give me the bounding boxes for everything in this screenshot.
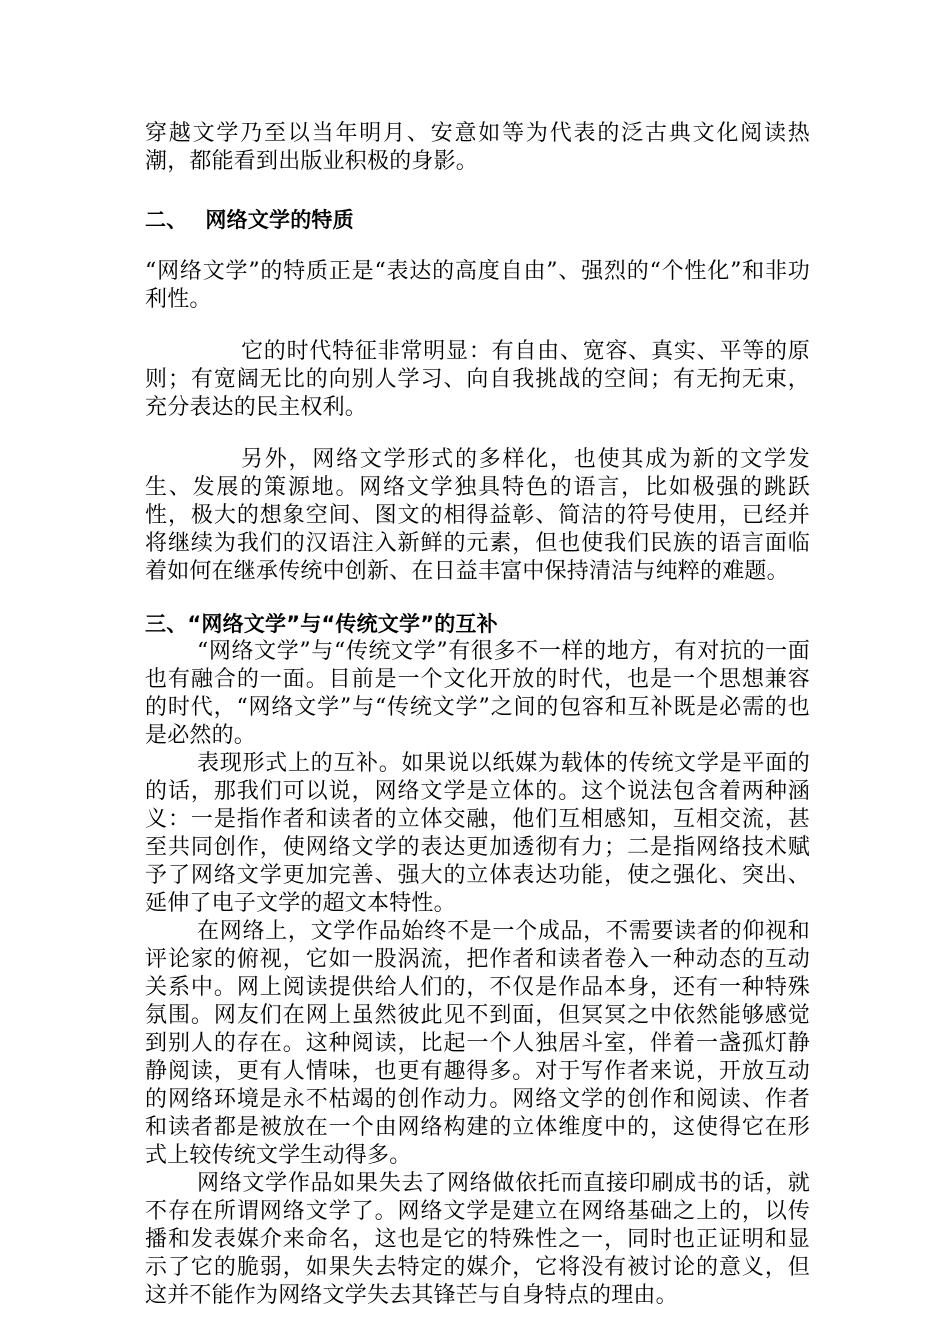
section-3-paragraph-2: 表现形式上的互补。如果说以纸媒为载体的传统文学是平面的的话，那我们可以说，网络文学是立体的。这个说法包含着两种涵义：一是指作者和读者的立体交融，他们互相感知，互相交流，甚至共同创作，使网络文学的表达更加透彻有力；二是指网络技术赋予了网络文学更加完善、强大的立体表达功能，使之强化、突出、延伸了电子文学的超文本特性。: [145, 751, 810, 916]
section-3-paragraph-3: 在网络上，文学作品始终不是一个成品，不需要读者的仰视和评论家的俯视，它如一股涡流，把作者和读者卷入一种动态的互动关系中。网上阅读提供给人们的，不仅是作品本身，还有一种特殊氛围。网友们在网上虽然彼此见不到面，但冥冥之中依然能够感觉到别人的存在。这种阅读，比起一个人独居斗室，伴着一盏孤灯静静阅读，更有人情味，也更有趣得多。对于写作者来说，开放互动的网络环境是永不枯竭的创作动力。网络文学的创作和阅读、作者和读者都是被放在一个由网络构建的立体维度中的，这使得它在形式上较传统文学生动得多。: [145, 919, 810, 1168]
section-2-paragraph-2: 它的时代特征非常明显：有自由、宽容、真实、平等的原则；有宽阔无比的向别人学习、向自我挑战的空间；有无拘无束，充分表达的民主权利。: [145, 339, 810, 420]
section-2-number: 二、: [145, 208, 188, 232]
section-2-paragraph-1: “网络文学”的特质正是“表达的高度自由”、强烈的“个性化”和非功利性。: [145, 259, 810, 312]
section-3-heading: 三、“网络文学”与“传统文学”的互补: [145, 612, 498, 636]
section-2-paragraph-3: 另外，网络文学形式的多样化，也使其成为新的文学发生、发展的策源地。网络文学独具特色的语言，比如极强的跳跃性，极大的想象空间、图文的相得益彰、简洁的符号使用，已经并将继续为我们的汉语注入新鲜的元素，但也使我们民族的语言面临着如何在继承传统中创新、在日益丰富中保持清洁与纯粹的难题。: [145, 447, 810, 584]
section-3-paragraph-1: “网络文学”与“传统文学”有很多不一样的地方，有对抗的一面也有融合的一面。目前是一个文化开放的时代，也是一个思想兼容的时代，“网络文学”与“传统文学”之间的包容和互补既是必需的也是必然的。: [145, 639, 810, 748]
section-3-paragraph-4: 网络文学作品如果失去了网络做依托而直接印刷成书的话，就不存在所谓网络文学了。网络文学是建立在网络基础之上的，以传播和发表媒介来命名，这也是它的特殊性之一，同时也正证明和显示了它的脆弱，如果失去特定的媒介，它将没有被讨论的意义，但这并不能作为网络文学失去其锋芒与自身特点的理由。: [145, 1171, 810, 1308]
section-2-title: 网络文学的特质: [205, 208, 354, 232]
document-page: [145, 120, 810, 1310]
intro-paragraph: 穿越文学乃至以当年明月、安意如等为代表的泛古典文化阅读热潮，都能看到出版业积极的身影。: [145, 121, 810, 174]
section-2-heading: [145, 206, 810, 234]
